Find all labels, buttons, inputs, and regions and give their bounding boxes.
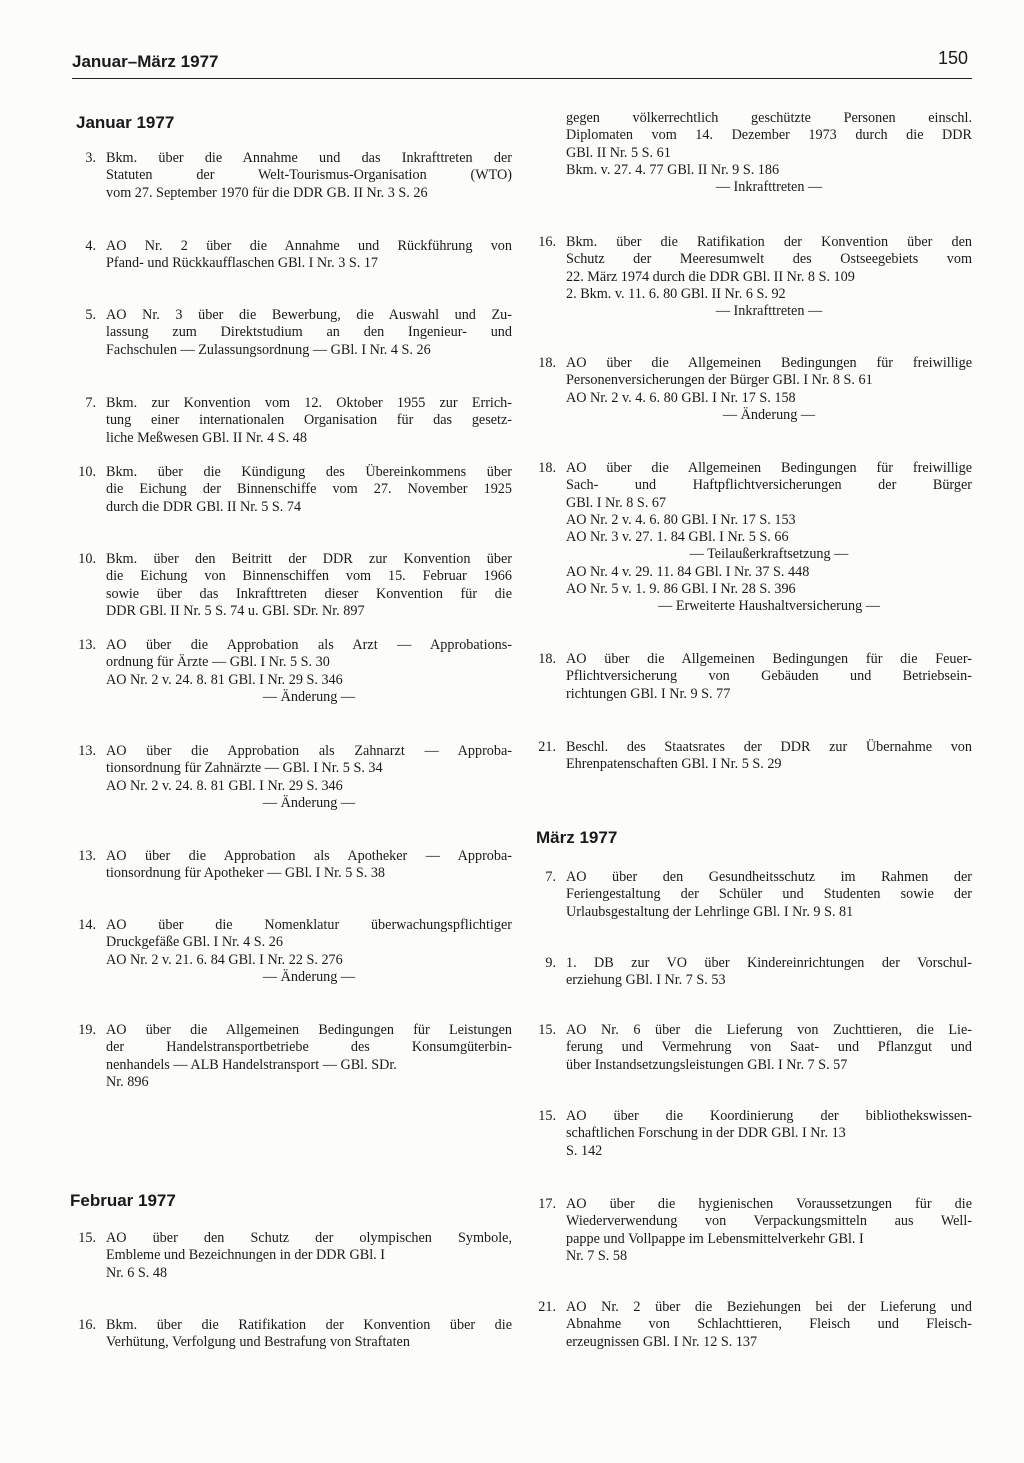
entry-line: AO Nr. 2 v. 24. 8. 81 GBl. I Nr. 29 S. 346 [106, 671, 343, 688]
entry-line: AO Nr. 2 v. 4. 6. 80 GBl. I Nr. 17 S. 153 [566, 511, 796, 528]
entry-date: 18. [538, 355, 556, 371]
entry-line: erzeugnissen GBl. I Nr. 12 S. 137 [566, 1333, 758, 1350]
entry-note: — Inkrafttreten — [715, 303, 823, 320]
law-entry [70, 637, 512, 706]
entry-date: 21. [538, 739, 556, 755]
entry-note: — Änderung — [262, 688, 356, 705]
entry-line: Bkm. über die Ratifikation der Konvention über den [566, 234, 972, 250]
law-entry [70, 848, 512, 883]
law-entry [530, 460, 972, 616]
entry-note: — Änderung — [262, 794, 356, 811]
entry-line: Sach- und Haftpflichtversicherungen der Bürger [566, 477, 972, 494]
entry-line: AO über die Koordinierung der bibliothekswissen- [566, 1108, 972, 1124]
entry-date: 7. [545, 869, 556, 885]
entry-line: AO über den Gesundheitsschutz im Rahmen der [566, 869, 972, 885]
entry-line: ordnung für Ärzte — GBl. I Nr. 5 S. 30 [106, 654, 330, 671]
entry-line: Beschl. des Staatsrates der DDR zur Übernahme von [566, 739, 972, 755]
entry-line: nenhandels — ALB Handelstransport — GBl. SDr. [106, 1056, 397, 1073]
entry-line: sowie über das Inkrafttreten dieser Konvention für die [106, 585, 512, 602]
law-entry [530, 651, 972, 703]
entry-line: AO über die hygienischen Voraussetzungen für die [566, 1196, 972, 1212]
entry-line: tung einer internationalen Organisation für das gesetz- [106, 412, 512, 429]
entry-line: AO Nr. 2 v. 24. 8. 81 GBl. I Nr. 29 S. 346 [106, 777, 343, 794]
entry-line: Statuten der Welt-Tourismus-Organisation (WTO) [106, 167, 512, 184]
entry-date: 10. [78, 464, 96, 480]
entry-line: AO über die Allgemeinen Bedingungen für freiwillige [566, 460, 972, 476]
entry-line: Abnahme von Schlachttieren, Fleisch und Fleisch- [566, 1316, 972, 1333]
entry-line: Bkm. über die Annahme und das Inkrafttreten der [106, 150, 512, 166]
entry-date: 5. [85, 307, 96, 323]
law-entry [530, 1196, 972, 1265]
law-entry [530, 234, 972, 320]
entry-note: — Inkrafttreten — [715, 179, 823, 196]
entry-line: Druckgefäße GBl. I Nr. 4 S. 26 [106, 934, 283, 951]
law-entry [530, 869, 972, 921]
entry-line: Verhütung, Verfolgung und Bestrafung von Straftaten [106, 1334, 410, 1351]
entry-line: Nr. 6 S. 48 [106, 1264, 168, 1281]
entry-line: S. 142 [566, 1142, 603, 1159]
entry-note: — Änderung — [262, 968, 356, 985]
entry-line: AO Nr. 2 über die Annahme und Rückführung von [106, 238, 512, 254]
law-entry [70, 1230, 512, 1282]
page-header [72, 50, 972, 79]
entry-line: AO über die Approbation als Zahnarzt — Approba- [106, 743, 512, 759]
entry-line: AO über die Allgemeinen Bedingungen für Leistungen [106, 1022, 512, 1038]
law-entry [70, 743, 512, 812]
entry-line: Embleme und Bezeichnungen in der DDR GBl. I [106, 1247, 385, 1264]
entry-line: gegen völkerrechtlich geschützte Personen einschl. [566, 110, 972, 126]
entry-line: liche Meßwesen GBl. II Nr. 4 S. 48 [106, 429, 307, 446]
entry-date: 21. [538, 1299, 556, 1315]
law-entry [530, 110, 972, 196]
entry-line: Nr. 896 [106, 1073, 149, 1090]
entry-line: Wiederverwendung von Verpackungsmitteln aus Well- [566, 1213, 972, 1230]
law-entry [530, 1299, 972, 1351]
law-entry [70, 917, 512, 986]
entry-date: 15. [78, 1230, 96, 1246]
entry-line: AO Nr. 4 v. 29. 11. 84 GBl. I Nr. 37 S. 448 [566, 563, 810, 580]
section-heading-januar: Januar 1977 [76, 113, 175, 132]
entry-line: lassung zum Direktstudium an den Ingenieur- und [106, 324, 512, 341]
section-heading-maerz: März 1977 [536, 828, 618, 847]
law-entry [70, 307, 512, 359]
entry-date: 19. [78, 1022, 96, 1038]
entry-date: 13. [78, 743, 96, 759]
entry-line: Bkm. v. 27. 4. 77 GBl. II Nr. 9 S. 186 [566, 161, 780, 178]
section-heading-februar: Februar 1977 [70, 1191, 176, 1210]
entry-line: AO Nr. 2 v. 21. 6. 84 GBl. I Nr. 22 S. 276 [106, 951, 343, 968]
entry-line: AO über die Allgemeinen Bedingungen für freiwillige [566, 355, 972, 371]
entry-line: AO Nr. 5 v. 1. 9. 86 GBl. I Nr. 28 S. 396 [566, 581, 796, 598]
running-title: Januar–März 1977 [72, 52, 219, 71]
law-entry [70, 395, 512, 447]
entry-date: 10. [78, 551, 96, 567]
entry-line: Personenversicherungen der Bürger GBl. I Nr. 8 S. 61 [566, 372, 873, 389]
entry-line: die Eichung von Binnenschiffen vom 15. Februar 1966 [106, 568, 512, 585]
entry-line: die Eichung der Binnenschiffe vom 27. November 1925 [106, 481, 512, 498]
entry-note: — Änderung — [722, 406, 816, 423]
law-entry [530, 1108, 972, 1160]
law-entry [70, 1317, 512, 1352]
entry-line: Bkm. über den Beitritt der DDR zur Konvention über [106, 551, 512, 567]
entry-date: 4. [85, 238, 96, 254]
entry-line: GBl. II Nr. 5 S. 61 [566, 144, 671, 161]
entry-date: 18. [538, 460, 556, 476]
entry-line: AO über die Allgemeinen Bedingungen für die Feuer- [566, 651, 972, 667]
entry-note: — Erweiterte Haushaltversicherung — [658, 598, 880, 615]
entry-date: 18. [538, 651, 556, 667]
entry-line: DDR GBl. II Nr. 5 S. 74 u. GBl. SDr. Nr. 897 [106, 602, 365, 619]
entry-line: Fachschulen — Zulassungsordnung — GBl. I Nr. 4 S. 26 [106, 341, 431, 358]
entry-date: 13. [78, 848, 96, 864]
entry-line: schaftlichen Forschung in der DDR GBl. I Nr. 13 [566, 1125, 846, 1142]
entry-date: 14. [78, 917, 96, 933]
entry-date: 9. [545, 955, 556, 971]
law-entry [530, 355, 972, 424]
entry-line: Bkm. über die Kündigung des Übereinkommens über [106, 464, 512, 480]
entry-date: 15. [538, 1108, 556, 1124]
entry-line: Diplomaten vom 14. Dezember 1973 durch die DDR [566, 127, 972, 144]
entry-date: 7. [85, 395, 96, 411]
entry-line: über Instandsetzungsleistungen GBl. I Nr. 7 S. 57 [566, 1056, 848, 1073]
entry-line: 22. März 1974 durch die DDR GBl. II Nr. 8 S. 109 [566, 268, 855, 285]
entry-date: 16. [78, 1317, 96, 1333]
entry-line: erziehung GBl. I Nr. 7 S. 53 [566, 972, 726, 989]
entry-line: der Handelstransportbetriebe des Konsumgüterbin- [106, 1039, 512, 1056]
entry-line: Ehrenpatenschaften GBl. I Nr. 5 S. 29 [566, 756, 782, 773]
entry-line: Bkm. über die Ratifikation der Konvention über die [106, 1317, 512, 1333]
entry-line: Pflichtversicherung von Gebäuden und Betriebsein- [566, 668, 972, 685]
entry-line: ferung und Vermehrung von Saat- und Pflanzgut und [566, 1039, 972, 1056]
entry-line: Schutz der Meeresumwelt des Ostseegebiets vom [566, 251, 972, 268]
entry-line: AO Nr. 3 v. 27. 1. 84 GBl. I Nr. 5 S. 66 [566, 529, 789, 546]
entry-date: 3. [85, 150, 96, 166]
law-entry [70, 150, 512, 202]
entry-line: AO Nr. 3 über die Bewerbung, die Auswahl und Zu- [106, 307, 512, 323]
entry-date: 15. [538, 1022, 556, 1038]
entry-line: 1. DB zur VO über Kindereinrichtungen der Vorschul- [566, 955, 972, 971]
entry-line: Bkm. zur Konvention vom 12. Oktober 1955 zur Errich- [106, 395, 512, 411]
law-entry [70, 238, 512, 273]
entry-line: tionsordnung für Apotheker — GBl. I Nr. 5 S. 38 [106, 865, 386, 882]
entry-line: AO über die Nomenklatur überwachungspflichtiger [106, 917, 512, 933]
entry-line: Pfand- und Rückkaufflaschen GBl. I Nr. 3 S. 17 [106, 255, 379, 272]
law-entry [530, 1022, 972, 1074]
entry-date: 17. [538, 1196, 556, 1212]
entry-line: AO Nr. 2 über die Beziehungen bei der Lieferung und [566, 1299, 972, 1315]
entry-line: Nr. 7 S. 58 [566, 1247, 628, 1264]
law-entry [70, 551, 512, 620]
entry-line: pappe und Vollpappe im Lebensmittelverkehr GBl. I [566, 1230, 864, 1247]
law-entry [530, 739, 972, 774]
entry-line: 2. Bkm. v. 11. 6. 80 GBl. II Nr. 6 S. 92 [566, 285, 786, 302]
entry-line: tionsordnung für Zahnärzte — GBl. I Nr. 5 S. 34 [106, 760, 383, 777]
entry-line: durch die DDR GBl. II Nr. 5 S. 74 [106, 498, 302, 515]
entry-line: GBl. I Nr. 8 S. 67 [566, 494, 667, 511]
entry-date: 13. [78, 637, 96, 653]
entry-line: Feriengestaltung der Schüler und Studenten sowie der [566, 886, 972, 903]
entry-note: — Teilaußerkraftsetzung — [689, 546, 849, 563]
entry-line: AO Nr. 2 v. 4. 6. 80 GBl. I Nr. 17 S. 158 [566, 389, 796, 406]
entry-date: 16. [538, 234, 556, 250]
law-entry [70, 464, 512, 516]
entry-line: AO über die Approbation als Apotheker — Approba- [106, 848, 512, 864]
entry-line: AO Nr. 6 über die Lieferung von Zuchttieren, die Lie- [566, 1022, 972, 1038]
entry-line: vom 27. September 1970 für die DDR GB. II Nr. 3 S. 26 [106, 184, 428, 201]
entry-line: AO über die Approbation als Arzt — Approbations- [106, 637, 512, 653]
entry-line: AO über den Schutz der olympischen Symbole, [106, 1230, 512, 1246]
entry-line: Urlaubsgestaltung der Lehrlinge GBl. I Nr. 9 S. 81 [566, 903, 854, 920]
entry-line: richtungen GBl. I Nr. 9 S. 77 [566, 685, 731, 702]
law-entry [530, 955, 972, 990]
law-entry [70, 1022, 512, 1091]
page-number: 150 [937, 48, 968, 68]
